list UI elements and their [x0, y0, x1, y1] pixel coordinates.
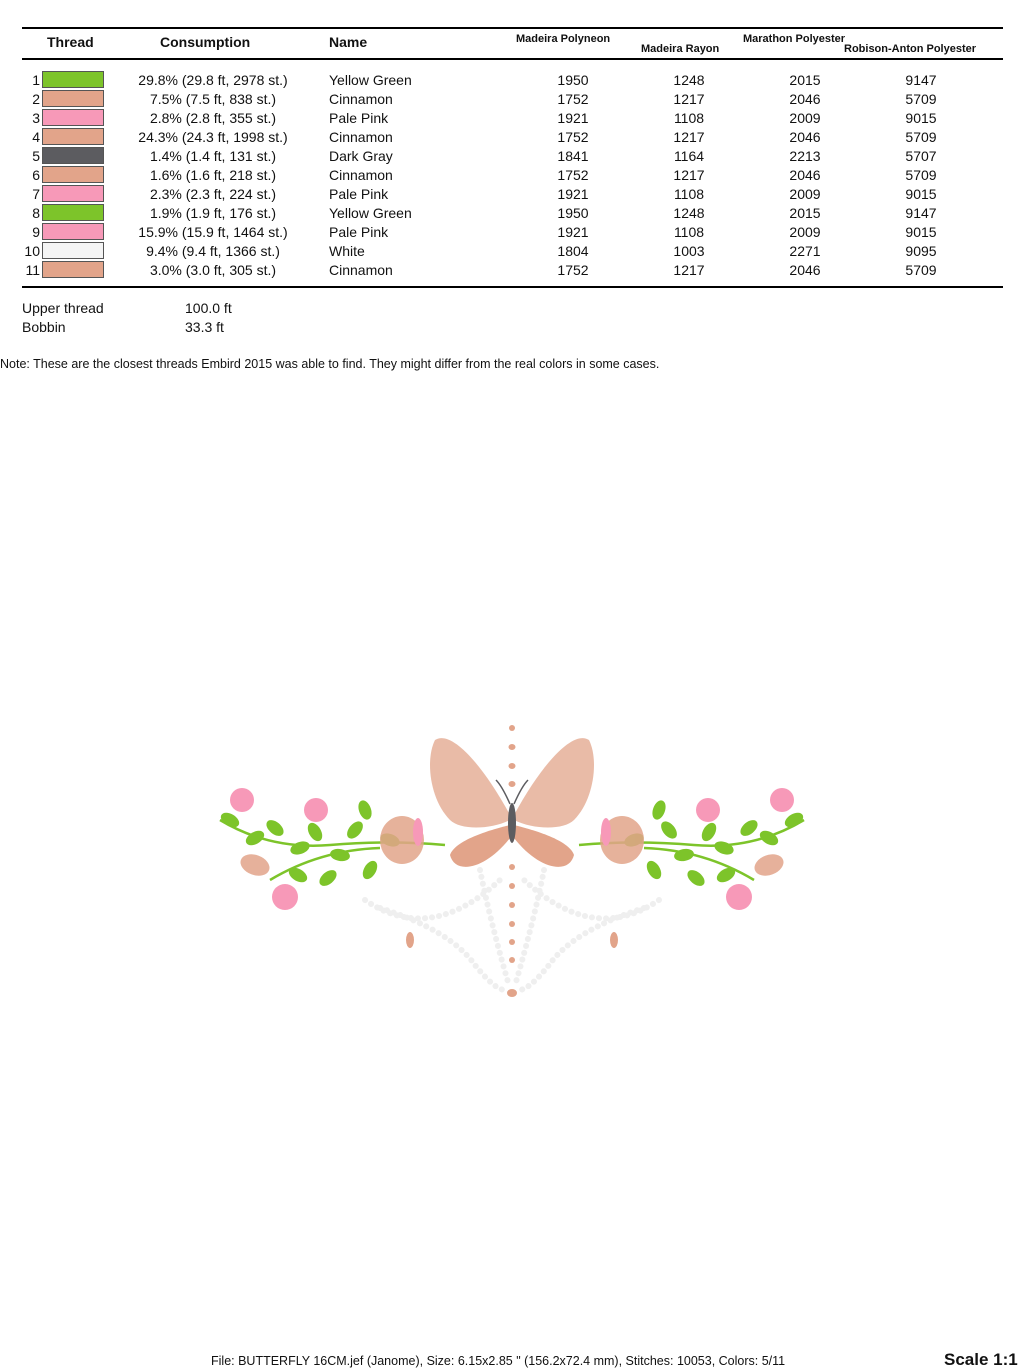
embroidery-design-preview [210, 720, 814, 1010]
madeira-polyneon-code: 1950 [557, 72, 589, 88]
thread-consumption: 1.6% (1.6 ft, 218 st.) [149, 167, 277, 183]
thread-number: 3 [32, 110, 40, 126]
madeira-rayon-code: 1217 [673, 129, 705, 145]
madeira-polyneon-code: 1804 [557, 243, 589, 259]
thread-name: Dark Gray [329, 148, 393, 164]
table-row [0, 260, 1024, 279]
note-text: Note: These are the closest threads Embird 2015 was able to find. They might differ from the real colors in some cases. [0, 357, 660, 371]
butterfly [430, 738, 594, 867]
madeira-polyneon-code: 1752 [557, 262, 589, 278]
marathon-polyester-code: 2009 [789, 110, 821, 126]
bobbin-value: 33.3 ft [185, 319, 224, 335]
thread-color-swatch [42, 242, 104, 259]
thread-consumption: 1.4% (1.4 ft, 131 st.) [149, 148, 277, 164]
marathon-polyester-code: 2009 [789, 224, 821, 240]
thread-color-swatch [42, 90, 104, 107]
marathon-polyester-code: 2046 [789, 91, 821, 107]
thread-color-swatch [42, 223, 104, 240]
thread-name: Pale Pink [329, 224, 389, 240]
thread-name: Yellow Green [329, 72, 412, 88]
col-header-thread: Thread [47, 34, 94, 50]
marathon-polyester-code: 2009 [789, 186, 821, 202]
table-row [0, 70, 1024, 89]
madeira-rayon-code: 1108 [673, 224, 705, 240]
robison-anton-code: 9015 [905, 224, 937, 240]
thread-color-swatch [42, 147, 104, 164]
thread-color-swatch [42, 166, 104, 183]
thread-color-swatch [42, 71, 104, 88]
table-top-rule [22, 27, 1003, 29]
madeira-polyneon-code: 1921 [557, 224, 589, 240]
table-row [0, 203, 1024, 222]
thread-name: Pale Pink [329, 186, 389, 202]
bobbin-label: Bobbin [22, 319, 66, 335]
marathon-polyester-code: 2046 [789, 262, 821, 278]
madeira-polyneon-code: 1921 [557, 110, 589, 126]
table-row [0, 108, 1024, 127]
madeira-rayon-code: 1217 [673, 167, 705, 183]
robison-anton-code: 9015 [905, 110, 937, 126]
marathon-polyester-code: 2015 [789, 72, 821, 88]
thread-consumption: 29.8% (29.8 ft, 2978 st.) [138, 72, 288, 88]
table-row [0, 184, 1024, 203]
col-header-marathon-polyester: Marathon Polyester [743, 33, 846, 45]
thread-color-swatch [42, 261, 104, 278]
robison-anton-code: 5709 [905, 262, 937, 278]
thread-name: Cinnamon [329, 91, 393, 107]
thread-color-swatch [42, 185, 104, 202]
madeira-polyneon-code: 1921 [557, 186, 589, 202]
thread-name: White [329, 243, 365, 259]
madeira-rayon-code: 1108 [673, 110, 705, 126]
thread-name: Cinnamon [329, 262, 393, 278]
marathon-polyester-code: 2046 [789, 167, 821, 183]
thread-number: 5 [32, 148, 40, 164]
robison-anton-code: 9015 [905, 186, 937, 202]
col-header-name: Name [329, 34, 368, 50]
thread-consumption: 2.8% (2.8 ft, 355 st.) [149, 110, 277, 126]
thread-number: 9 [32, 224, 40, 240]
thread-consumption: 3.0% (3.0 ft, 305 st.) [149, 262, 277, 278]
thread-consumption: 24.3% (24.3 ft, 1998 st.) [138, 129, 288, 145]
marathon-polyester-code: 2271 [789, 243, 821, 259]
thread-number: 11 [25, 262, 40, 278]
header-bottom-rule [22, 58, 1003, 60]
marathon-polyester-code: 2046 [789, 129, 821, 145]
robison-anton-code: 5707 [905, 148, 937, 164]
thread-name: Cinnamon [329, 167, 393, 183]
thread-number: 4 [32, 129, 40, 145]
col-header-robison-anton-polyester: Robison-Anton Polyester [844, 43, 977, 55]
marathon-polyester-code: 2015 [789, 205, 821, 221]
col-header-madeira-rayon: Madeira Rayon [641, 43, 720, 55]
marathon-polyester-code: 2213 [789, 148, 821, 164]
table-row [0, 127, 1024, 146]
thread-name: Pale Pink [329, 110, 389, 126]
madeira-polyneon-code: 1752 [557, 129, 589, 145]
table-row [0, 222, 1024, 241]
madeira-polyneon-code: 1950 [557, 205, 589, 221]
robison-anton-code: 9095 [905, 243, 937, 259]
thread-number: 1 [32, 72, 40, 88]
thread-consumption: 7.5% (7.5 ft, 838 st.) [149, 91, 277, 107]
robison-anton-code: 9147 [905, 205, 937, 221]
madeira-rayon-code: 1003 [673, 243, 705, 259]
thread-number: 6 [32, 167, 40, 183]
table-row [0, 241, 1024, 260]
thread-color-swatch [42, 109, 104, 126]
robison-anton-code: 5709 [905, 91, 937, 107]
madeira-rayon-code: 1217 [673, 91, 705, 107]
upper-thread-value: 100.0 ft [185, 300, 232, 316]
thread-number: 10 [24, 243, 40, 259]
table-row [0, 146, 1024, 165]
thread-consumption: 9.4% (9.4 ft, 1366 st.) [146, 243, 280, 259]
thread-color-swatch [42, 128, 104, 145]
table-row [0, 165, 1024, 184]
thread-number: 2 [32, 91, 40, 107]
table-bottom-rule [22, 286, 1003, 288]
thread-consumption: 2.3% (2.3 ft, 224 st.) [149, 186, 277, 202]
thread-consumption: 1.9% (1.9 ft, 176 st.) [149, 205, 277, 221]
thread-name: Yellow Green [329, 205, 412, 221]
col-header-consumption: Consumption [160, 34, 251, 50]
madeira-polyneon-code: 1752 [557, 167, 589, 183]
robison-anton-code: 9147 [905, 72, 937, 88]
thread-color-swatch [42, 204, 104, 221]
madeira-polyneon-code: 1841 [557, 148, 589, 164]
madeira-rayon-code: 1248 [673, 72, 705, 88]
robison-anton-code: 5709 [905, 129, 937, 145]
madeira-rayon-code: 1217 [673, 262, 705, 278]
scale-label: Scale 1:1 [944, 1350, 1018, 1369]
upper-thread-label: Upper thread [22, 300, 104, 316]
thread-number: 8 [32, 205, 40, 221]
madeira-polyneon-code: 1752 [557, 91, 589, 107]
madeira-rayon-code: 1164 [673, 148, 705, 164]
madeira-rayon-code: 1248 [673, 205, 705, 221]
robison-anton-code: 5709 [905, 167, 937, 183]
file-info-footer: File: BUTTERFLY 16CM.jef (Janome), Size: 6.15x2.85 " (156.2x72.4 mm), Stitches: 10053, Colors: 5/11 [211, 1354, 786, 1368]
col-header-madeira-polyneon: Madeira Polyneon [516, 33, 611, 45]
thread-number: 7 [32, 186, 40, 202]
thread-consumption: 15.9% (15.9 ft, 1464 st.) [138, 224, 288, 240]
thread-name: Cinnamon [329, 129, 393, 145]
madeira-rayon-code: 1108 [673, 186, 705, 202]
table-row [0, 89, 1024, 108]
